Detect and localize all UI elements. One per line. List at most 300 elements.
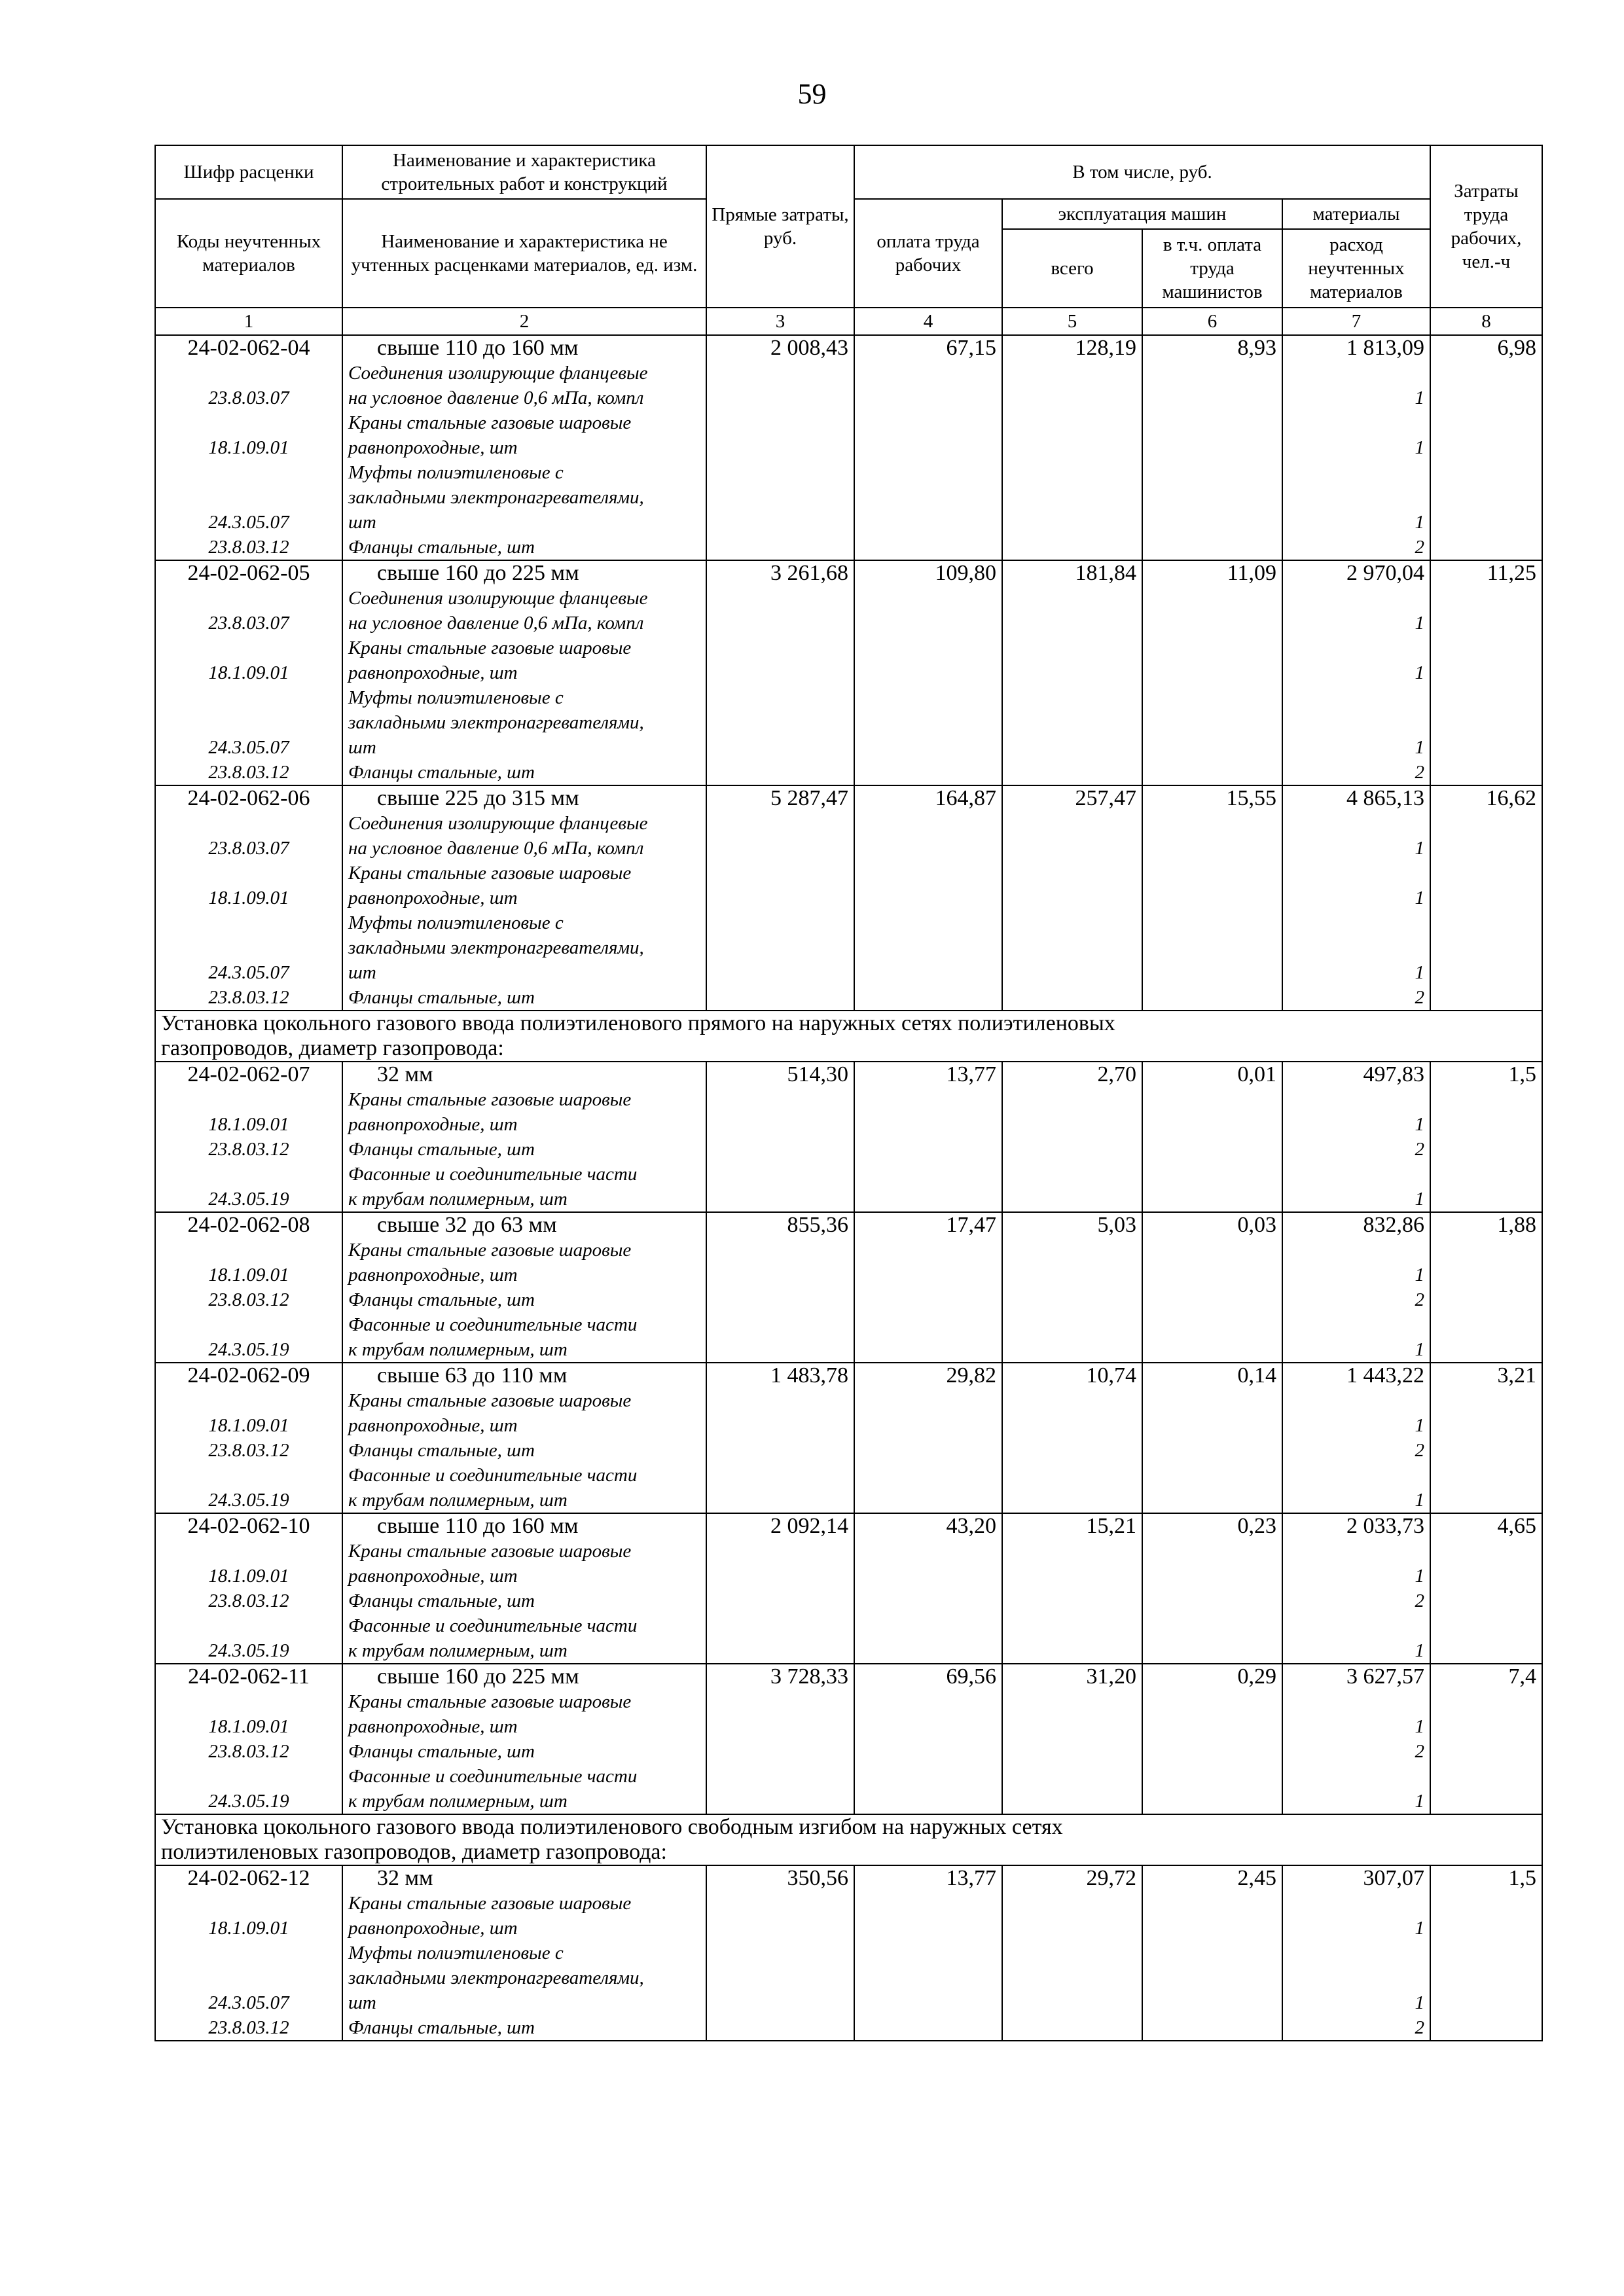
material-name-line: равнопроходные, шт: [348, 1114, 518, 1135]
worker-pay-cell: [854, 1363, 1002, 1513]
labor-costs-cell: [1430, 1062, 1542, 1212]
table-row: [155, 1513, 1542, 1664]
section-heading: [155, 1011, 1542, 1062]
labor-costs-cell: [1430, 1513, 1542, 1664]
machinist-pay-value: 0,29: [1237, 1664, 1276, 1689]
machine-total-value: 29,72: [1086, 1866, 1136, 1890]
material-quantity: 1: [1415, 437, 1424, 458]
rate-code: 24-02-062-07: [187, 1062, 310, 1086]
machine-total-value: 128,19: [1075, 336, 1136, 360]
direct-costs-cell: [706, 1513, 854, 1664]
material-code: 18.1.09.01: [208, 1415, 289, 1436]
material-name-line: Фланцы стальные, шт: [348, 1741, 535, 1762]
materials-cell: [1282, 1363, 1430, 1513]
material-name-line: шт: [348, 962, 376, 983]
material-quantity: 1: [1415, 512, 1424, 533]
direct-costs-cell: [706, 335, 854, 560]
material-name-line: закладными электронагревателями,: [348, 1967, 644, 1988]
direct-costs-cell: [706, 785, 854, 1011]
column-number: 2: [342, 308, 706, 335]
section-heading: [155, 1814, 1542, 1865]
machine-total-value: 10,74: [1086, 1363, 1136, 1388]
material-code: 24.3.05.19: [208, 1490, 289, 1511]
header-unaccounted-consumption: расход неучтенных материалов: [1282, 229, 1430, 308]
labor-costs-cell: [1430, 1664, 1542, 1814]
machine-total-value: 181,84: [1075, 561, 1136, 585]
worker-pay-cell: [854, 1664, 1002, 1814]
materials-value: 4 865,13: [1346, 786, 1424, 810]
work-title: свыше 32 до 63 мм: [377, 1213, 557, 1237]
material-name-line: равнопроходные, шт: [348, 1415, 518, 1436]
material-name-line: к трубам полимерным, шт: [348, 1490, 568, 1511]
machine-total-cell: [1002, 335, 1142, 560]
material-code: 23.8.03.12: [208, 1440, 289, 1461]
table-row: [155, 1664, 1542, 1814]
material-name-line: к трубам полимерным, шт: [348, 1339, 568, 1360]
section-heading-line: газопроводов, диаметр газопровода:: [161, 1036, 504, 1060]
table-row: [155, 1363, 1542, 1513]
material-code: 24.3.05.07: [208, 1992, 289, 2013]
materials-cell: [1282, 1062, 1430, 1212]
material-code: 24.3.05.19: [208, 1189, 289, 1210]
worker-pay-value: 109,80: [935, 561, 996, 585]
direct-costs-value: 350,56: [787, 1866, 848, 1890]
materials-cell: [1282, 1865, 1430, 2041]
labor-costs-cell: [1430, 1865, 1542, 2041]
material-quantity: 1: [1415, 962, 1424, 983]
table-header: [155, 145, 1542, 335]
machinist-pay-cell: [1142, 560, 1282, 785]
material-name-line: Фасонные и соединительные части: [348, 1465, 638, 1486]
material-code: 18.1.09.01: [208, 1265, 289, 1285]
rate-code: 24-02-062-05: [187, 561, 310, 585]
machinist-pay-value: 0,23: [1237, 1514, 1276, 1538]
material-quantity: 2: [1415, 1590, 1424, 1611]
material-name-line: Краны стальные газовые шаровые: [348, 1089, 632, 1110]
material-name-line: Фланцы стальные, шт: [348, 987, 535, 1008]
material-name-line: Фасонные и соединительные части: [348, 1314, 638, 1335]
machine-total-cell: [1002, 1865, 1142, 2041]
direct-costs-value: 1 483,78: [770, 1363, 848, 1388]
materials-cell: [1282, 785, 1430, 1011]
rate-code-cell: [155, 785, 342, 1011]
labor-costs-value: 1,5: [1508, 1866, 1536, 1890]
material-name-line: закладными электронагревателями,: [348, 937, 644, 958]
machinist-pay-cell: [1142, 1212, 1282, 1363]
rate-code-cell: [155, 1664, 342, 1814]
labor-costs-value: 7,4: [1508, 1664, 1536, 1689]
machinist-pay-value: 15,55: [1226, 786, 1276, 810]
rate-code: 24-02-062-04: [187, 336, 310, 360]
materials-value: 832,86: [1363, 1213, 1424, 1237]
column-number: 6: [1142, 308, 1282, 335]
material-quantity: 2: [1415, 1289, 1424, 1310]
material-name-line: шт: [348, 737, 376, 758]
table-row: [155, 785, 1542, 1011]
material-code: 18.1.09.01: [208, 437, 289, 458]
header-materials: материалы: [1282, 199, 1430, 229]
material-name-line: Краны стальные газовые шаровые: [348, 412, 632, 433]
machine-total-cell: [1002, 785, 1142, 1011]
material-quantity: 1: [1415, 1918, 1424, 1939]
work-name-cell: [342, 785, 706, 1011]
material-quantity: 1: [1415, 1640, 1424, 1661]
worker-pay-value: 17,47: [946, 1213, 996, 1237]
machine-total-value: 15,21: [1086, 1514, 1136, 1538]
material-code: 18.1.09.01: [208, 888, 289, 908]
material-name-line: шт: [348, 1992, 376, 2013]
section-heading-line: Установка цокольного газового ввода полиэтиленового прямого на наружных сетях полиэтиленовых: [161, 1011, 1115, 1035]
labor-costs-value: 1,88: [1497, 1213, 1536, 1237]
machine-total-value: 2,70: [1097, 1062, 1136, 1086]
direct-costs-value: 2 092,14: [770, 1514, 848, 1538]
material-quantity: 2: [1415, 537, 1424, 558]
materials-value: 2 033,73: [1346, 1514, 1424, 1538]
labor-costs-value: 6,98: [1497, 336, 1536, 360]
table-row: [155, 1212, 1542, 1363]
table-row: [155, 1865, 1542, 2041]
material-name-line: Краны стальные газовые шаровые: [348, 1691, 632, 1712]
material-code: 24.3.05.19: [208, 1339, 289, 1360]
rate-code-cell: [155, 1513, 342, 1664]
material-name-line: равнопроходные, шт: [348, 1566, 518, 1587]
material-quantity: 1: [1415, 1566, 1424, 1587]
material-name-line: Муфты полиэтиленовые с: [348, 1943, 564, 1964]
material-quantity: 1: [1415, 1189, 1424, 1210]
materials-cell: [1282, 1212, 1430, 1363]
work-name-cell: [342, 1664, 706, 1814]
worker-pay-value: 13,77: [946, 1866, 996, 1890]
material-quantity: 1: [1415, 1339, 1424, 1360]
material-name-line: равнопроходные, шт: [348, 1265, 518, 1285]
material-quantity: 1: [1415, 1992, 1424, 2013]
material-code: 24.3.05.07: [208, 737, 289, 758]
direct-costs-cell: [706, 1062, 854, 1212]
material-name-line: Соединения изолирующие фланцевые: [348, 588, 648, 609]
materials-value: 2 970,04: [1346, 561, 1424, 585]
machine-total-cell: [1002, 1513, 1142, 1664]
direct-costs-cell: [706, 1865, 854, 2041]
material-code: 23.8.03.12: [208, 1590, 289, 1611]
table-row: [155, 1062, 1542, 1212]
header-including: В том числе, руб.: [854, 145, 1430, 199]
material-name-line: Фланцы стальные, шт: [348, 1289, 535, 1310]
direct-costs-value: 514,30: [787, 1062, 848, 1086]
material-name-line: равнопроходные, шт: [348, 1918, 518, 1939]
material-code: 23.8.03.12: [208, 1741, 289, 1762]
material-code: 18.1.09.01: [208, 1716, 289, 1737]
materials-cell: [1282, 560, 1430, 785]
direct-costs-value: 5 287,47: [770, 786, 848, 810]
machinist-pay-cell: [1142, 335, 1282, 560]
work-name-cell: [342, 1865, 706, 2041]
material-name-line: Муфты полиэтиленовые с: [348, 462, 564, 483]
worker-pay-cell: [854, 785, 1002, 1011]
material-quantity: 1: [1415, 387, 1424, 408]
material-quantity: 1: [1415, 1716, 1424, 1737]
header-machine-operation: эксплуатация машин: [1002, 199, 1282, 229]
worker-pay-value: 67,15: [946, 336, 996, 360]
material-name-line: к трубам полимерным, шт: [348, 1640, 568, 1661]
material-code: 18.1.09.01: [208, 662, 289, 683]
header-machine-total: всего: [1002, 229, 1142, 308]
material-name-line: Соединения изолирующие фланцевые: [348, 813, 648, 834]
direct-costs-cell: [706, 560, 854, 785]
machinist-pay-cell: [1142, 785, 1282, 1011]
material-code: 23.8.03.12: [208, 2017, 289, 2038]
header-unaccounted-codes: Коды неучтенных материалов: [155, 199, 342, 308]
direct-costs-value: 3 261,68: [770, 561, 848, 585]
column-number: 8: [1430, 308, 1542, 335]
machine-total-value: 257,47: [1075, 786, 1136, 810]
material-quantity: 2: [1415, 1440, 1424, 1461]
work-title: свыше 160 до 225 мм: [377, 561, 579, 585]
machinist-pay-value: 0,14: [1237, 1363, 1276, 1388]
material-quantity: 1: [1415, 1114, 1424, 1135]
machinist-pay-cell: [1142, 1363, 1282, 1513]
work-title: 32 мм: [377, 1866, 433, 1890]
direct-costs-cell: [706, 1664, 854, 1814]
material-quantity: 1: [1415, 1791, 1424, 1812]
machine-total-cell: [1002, 560, 1142, 785]
machinist-pay-value: 2,45: [1237, 1866, 1276, 1890]
worker-pay-value: 69,56: [946, 1664, 996, 1689]
material-code: 23.8.03.07: [208, 387, 289, 408]
material-name-line: равнопроходные, шт: [348, 888, 518, 908]
material-name-line: равнопроходные, шт: [348, 662, 518, 683]
worker-pay-cell: [854, 1062, 1002, 1212]
labor-costs-cell: [1430, 560, 1542, 785]
direct-costs-value: 3 728,33: [770, 1664, 848, 1689]
direct-costs-value: 855,36: [787, 1213, 848, 1237]
material-name-line: Краны стальные газовые шаровые: [348, 863, 632, 884]
rate-code: 24-02-062-09: [187, 1363, 310, 1388]
direct-costs-value: 2 008,43: [770, 336, 848, 360]
material-quantity: 1: [1415, 1415, 1424, 1436]
rates-table-container: [154, 145, 1543, 2041]
machinist-pay-cell: [1142, 1865, 1282, 2041]
machine-total-cell: [1002, 1212, 1142, 1363]
material-code: 18.1.09.01: [208, 1918, 289, 1939]
material-code: 24.3.05.19: [208, 1791, 289, 1812]
material-name-line: на условное давление 0,6 мПа, компл: [348, 387, 644, 408]
work-title: свыше 110 до 160 мм: [377, 336, 579, 360]
column-number: 5: [1002, 308, 1142, 335]
work-name-cell: [342, 1363, 706, 1513]
column-number: 7: [1282, 308, 1430, 335]
material-code: 24.3.05.19: [208, 1640, 289, 1661]
material-code: 23.8.03.12: [208, 762, 289, 783]
material-quantity: 2: [1415, 762, 1424, 783]
material-name-line: Муфты полиэтиленовые с: [348, 687, 564, 708]
material-name-line: равнопроходные, шт: [348, 1716, 518, 1737]
material-name-line: на условное давление 0,6 мПа, компл: [348, 613, 644, 634]
work-title: 32 мм: [377, 1062, 433, 1086]
worker-pay-cell: [854, 1865, 1002, 2041]
machinist-pay-value: 0,01: [1237, 1062, 1276, 1086]
machine-total-cell: [1002, 1062, 1142, 1212]
material-quantity: 1: [1415, 888, 1424, 908]
labor-costs-cell: [1430, 1363, 1542, 1513]
rate-code: 24-02-062-11: [188, 1664, 310, 1689]
worker-pay-value: 164,87: [935, 786, 996, 810]
material-code: 24.3.05.07: [208, 512, 289, 533]
material-quantity: 1: [1415, 1490, 1424, 1511]
material-quantity: 1: [1415, 1265, 1424, 1285]
material-code: 23.8.03.12: [208, 537, 289, 558]
rate-code-cell: [155, 1212, 342, 1363]
work-name-cell: [342, 1513, 706, 1664]
table-row: [155, 335, 1542, 560]
machinist-pay-value: 0,03: [1237, 1213, 1276, 1237]
column-numbers-row: [155, 308, 1542, 335]
material-name-line: Фланцы стальные, шт: [348, 537, 535, 558]
machine-total-cell: [1002, 1664, 1142, 1814]
worker-pay-cell: [854, 335, 1002, 560]
material-name-line: Краны стальные газовые шаровые: [348, 637, 632, 658]
labor-costs-value: 4,65: [1497, 1514, 1536, 1538]
rate-code-cell: [155, 560, 342, 785]
material-name-line: Соединения изолирующие фланцевые: [348, 363, 648, 384]
machinist-pay-value: 11,09: [1227, 561, 1276, 585]
labor-costs-value: 16,62: [1486, 786, 1536, 810]
work-name-cell: [342, 335, 706, 560]
material-code: 23.8.03.07: [208, 838, 289, 859]
material-name-line: равнопроходные, шт: [348, 437, 518, 458]
machinist-pay-cell: [1142, 1513, 1282, 1664]
material-code: 23.8.03.07: [208, 613, 289, 634]
header-direct-costs: Прямые затраты, руб.: [706, 145, 854, 308]
materials-cell: [1282, 1664, 1430, 1814]
material-name-line: шт: [348, 512, 376, 533]
section-heading-line: Установка цокольного газового ввода полиэтиленового свободным изгибом на наружных сетях: [161, 1815, 1063, 1839]
rate-code-cell: [155, 1363, 342, 1513]
column-number: 4: [854, 308, 1002, 335]
materials-cell: [1282, 1513, 1430, 1664]
header-worker-pay: оплата труда рабочих: [854, 199, 1002, 308]
material-code: 23.8.03.12: [208, 1139, 289, 1160]
work-title: свыше 225 до 315 мм: [377, 786, 579, 810]
material-name-line: закладными электронагревателями,: [348, 712, 644, 733]
machinist-pay-value: 8,93: [1237, 336, 1276, 360]
worker-pay-value: 13,77: [946, 1062, 996, 1086]
material-name-line: Фасонные и соединительные части: [348, 1164, 638, 1185]
material-quantity: 1: [1415, 737, 1424, 758]
labor-costs-cell: [1430, 335, 1542, 560]
material-code: 23.8.03.12: [208, 987, 289, 1008]
labor-costs-value: 1,5: [1508, 1062, 1536, 1086]
rates-table: [154, 145, 1543, 2041]
material-name-line: к трубам полимерным, шт: [348, 1791, 568, 1812]
labor-costs-value: 3,21: [1497, 1363, 1536, 1388]
material-name-line: Фасонные и соединительные части: [348, 1766, 638, 1787]
material-quantity: 1: [1415, 613, 1424, 634]
material-name-line: Фланцы стальные, шт: [348, 1590, 535, 1611]
materials-value: 1 443,22: [1346, 1363, 1424, 1388]
work-name-cell: [342, 560, 706, 785]
material-name-line: Фланцы стальные, шт: [348, 2017, 535, 2038]
machinist-pay-cell: [1142, 1062, 1282, 1212]
direct-costs-cell: [706, 1212, 854, 1363]
table-body: [155, 335, 1542, 2041]
page-number: 59: [797, 78, 827, 110]
material-name-line: Краны стальные газовые шаровые: [348, 1240, 632, 1261]
header-labor-costs: Затраты труда рабочих, чел.-ч: [1430, 145, 1542, 308]
material-name-line: Краны стальные газовые шаровые: [348, 1893, 632, 1914]
column-number: 1: [155, 308, 342, 335]
machine-total-value: 5,03: [1097, 1213, 1136, 1237]
work-name-cell: [342, 1212, 706, 1363]
worker-pay-value: 43,20: [946, 1514, 996, 1538]
machine-total-cell: [1002, 1363, 1142, 1513]
header-machinist-pay: в т.ч. оплата труда машинистов: [1142, 229, 1282, 308]
column-number: 3: [706, 308, 854, 335]
rate-code-cell: [155, 1865, 342, 2041]
rate-code-cell: [155, 1062, 342, 1212]
material-name-line: Муфты полиэтиленовые с: [348, 912, 564, 933]
materials-value: 3 627,57: [1346, 1664, 1424, 1689]
labor-costs-cell: [1430, 1212, 1542, 1363]
header-unaccounted-names: Наименование и характеристика не учтенных расценками материалов, ед. изм.: [342, 199, 706, 308]
labor-costs-cell: [1430, 785, 1542, 1011]
header-code: Шифр расценки: [155, 145, 342, 199]
material-name-line: Фасонные и соединительные части: [348, 1615, 638, 1636]
work-title: свыше 110 до 160 мм: [377, 1514, 579, 1538]
material-name-line: на условное давление 0,6 мПа, компл: [348, 838, 644, 859]
material-quantity: 1: [1415, 662, 1424, 683]
machinist-pay-cell: [1142, 1664, 1282, 1814]
worker-pay-cell: [854, 1212, 1002, 1363]
material-quantity: 2: [1415, 1139, 1424, 1160]
material-name-line: Фланцы стальные, шт: [348, 1139, 535, 1160]
worker-pay-cell: [854, 1513, 1002, 1664]
material-name-line: Краны стальные газовые шаровые: [348, 1541, 632, 1562]
machine-total-value: 31,20: [1086, 1664, 1136, 1689]
section-heading-line: полиэтиленовых газопроводов, диаметр газопровода:: [161, 1840, 667, 1864]
labor-costs-value: 11,25: [1487, 561, 1536, 585]
materials-value: 307,07: [1363, 1866, 1424, 1890]
rate-code: 24-02-062-12: [187, 1866, 310, 1890]
material-name-line: Фланцы стальные, шт: [348, 762, 535, 783]
material-name-line: Фланцы стальные, шт: [348, 1440, 535, 1461]
materials-value: 497,83: [1363, 1062, 1424, 1086]
rate-code: 24-02-062-10: [187, 1514, 310, 1538]
work-name-cell: [342, 1062, 706, 1212]
work-title: свыше 63 до 110 мм: [377, 1363, 568, 1388]
worker-pay-value: 29,82: [946, 1363, 996, 1388]
table-row: [155, 560, 1542, 785]
material-code: 24.3.05.07: [208, 962, 289, 983]
direct-costs-cell: [706, 1363, 854, 1513]
header-name: Наименование и характеристика строительных работ и конструкций: [342, 145, 706, 199]
material-quantity: 1: [1415, 838, 1424, 859]
material-name-line: к трубам полимерным, шт: [348, 1189, 568, 1210]
rate-code: 24-02-062-08: [187, 1213, 310, 1237]
materials-value: 1 813,09: [1346, 336, 1424, 360]
materials-cell: [1282, 335, 1430, 560]
material-code: 23.8.03.12: [208, 1289, 289, 1310]
section-row: [155, 1011, 1542, 1062]
material-name-line: закладными электронагревателями,: [348, 487, 644, 508]
material-quantity: 2: [1415, 987, 1424, 1008]
worker-pay-cell: [854, 560, 1002, 785]
material-quantity: 2: [1415, 2017, 1424, 2038]
material-code: 18.1.09.01: [208, 1566, 289, 1587]
material-quantity: 2: [1415, 1741, 1424, 1762]
section-row: [155, 1814, 1542, 1865]
rate-code: 24-02-062-06: [187, 786, 310, 810]
material-code: 18.1.09.01: [208, 1114, 289, 1135]
